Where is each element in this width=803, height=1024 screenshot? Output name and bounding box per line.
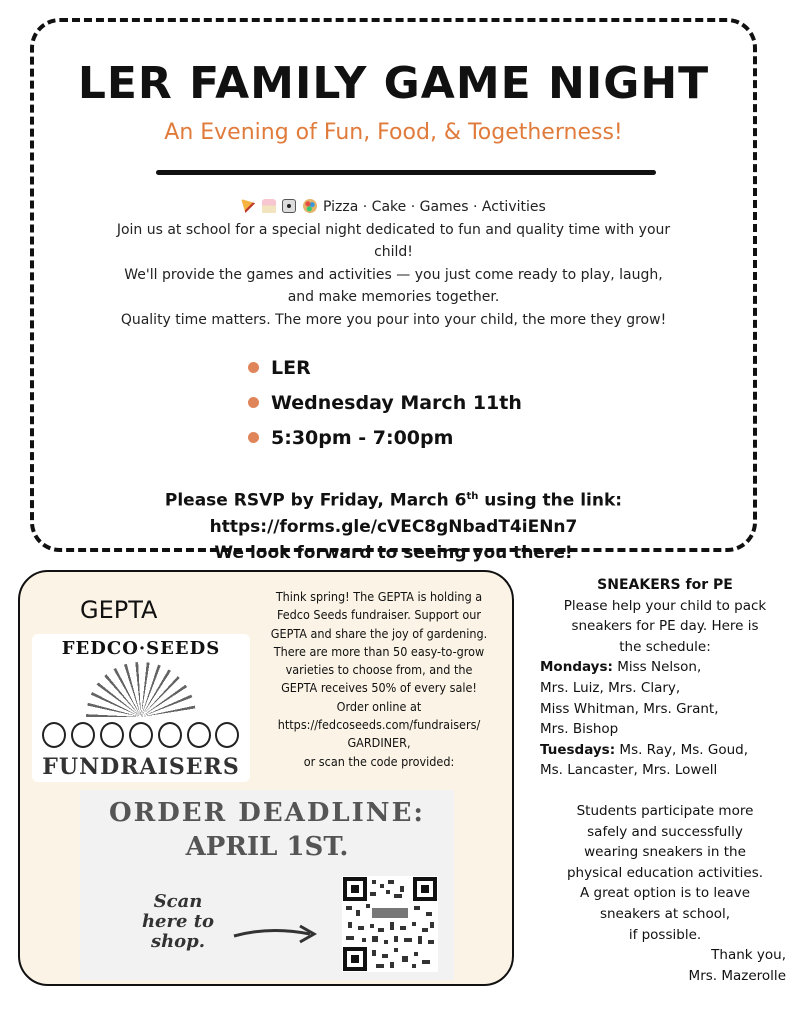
tuesdays-line bbox=[540, 740, 790, 761]
pe-intro-line: the schedule: bbox=[619, 638, 711, 655]
pizza-icon bbox=[241, 199, 255, 213]
detail-date bbox=[248, 385, 522, 420]
spacer bbox=[540, 781, 790, 801]
fundraiser-url[interactable]: https://fedcoseeds.com/fundraisers/ bbox=[277, 717, 481, 733]
mondays-teachers: Miss Whitman, Mrs. Grant, bbox=[540, 700, 719, 717]
closing-line: We look forward to seeing you there! bbox=[214, 542, 573, 563]
mondays-line bbox=[540, 657, 790, 678]
body-line: Join us at school for a special night dedicated to fun and quality time with your bbox=[116, 221, 671, 238]
fundraiser-description bbox=[256, 588, 502, 771]
logo-bottom-text: FUNDRAISERS bbox=[42, 754, 240, 780]
fund-line: There are more than 50 easy-to-grow bbox=[273, 643, 485, 659]
cake-icon bbox=[262, 199, 276, 213]
pe-sneakers-notice bbox=[540, 575, 790, 986]
palette-icon bbox=[303, 199, 317, 213]
mondays-teachers: Miss Nelson, bbox=[612, 659, 702, 676]
fund-line: or scan the code provided: bbox=[303, 753, 455, 769]
pe-closing-line: if possible. bbox=[628, 926, 702, 943]
pe-intro-line: Please help your child to pack bbox=[563, 597, 767, 614]
pe-closing-line: safely and successfully bbox=[587, 823, 743, 840]
event-flyer-card bbox=[30, 18, 757, 563]
tuesdays-label: Tuesdays: bbox=[540, 741, 616, 758]
fund-line: Think spring! The GEPTA is holding a bbox=[275, 589, 483, 604]
event-title: LER FAMILY GAME NIGHT bbox=[77, 58, 710, 109]
rsvp-text-end: using the link: bbox=[478, 490, 623, 511]
detail-location bbox=[248, 350, 522, 385]
rsvp-text: Please RSVP by Friday, March 6 bbox=[164, 490, 467, 511]
pe-closing-line: Students participate more bbox=[576, 802, 754, 819]
rsvp-sup: th bbox=[466, 491, 479, 502]
mondays-teachers: Mrs. Luiz, Mrs. Clary, bbox=[540, 679, 681, 696]
detail-text: 5:30pm - 7:00pm bbox=[271, 426, 454, 449]
people-illustration bbox=[40, 692, 242, 748]
fund-line: GARDINER, bbox=[347, 735, 411, 751]
detail-text: LER bbox=[271, 356, 311, 379]
deadline-date: APRIL 1ST. bbox=[185, 832, 349, 862]
detail-time bbox=[248, 420, 522, 455]
order-deadline-panel bbox=[80, 790, 454, 980]
dice-icon bbox=[282, 199, 296, 213]
pe-title: SNEAKERS for PE bbox=[597, 577, 733, 593]
fund-line: GEPTA and share the joy of gardening. bbox=[270, 625, 488, 641]
body-line: Quality time matters. The more you pour into your child, the more they grow! bbox=[120, 311, 667, 328]
highlights-text: Pizza · Cake · Games · Activities bbox=[323, 199, 546, 215]
signoff-line: Thank you, bbox=[711, 947, 786, 964]
fundraiser-card bbox=[18, 570, 514, 986]
bullet-icon bbox=[248, 397, 259, 408]
org-name: GEPTA bbox=[80, 596, 158, 624]
body-line: and make memories together. bbox=[287, 289, 500, 305]
fund-line: GEPTA receives 50% of every sale! bbox=[281, 680, 477, 696]
mondays-teachers: Mrs. Bishop bbox=[540, 721, 619, 738]
body-line: We'll provide the games and activities — you just come ready to play, laugh, bbox=[124, 266, 663, 283]
fund-line: varieties to choose from, and the bbox=[285, 662, 473, 678]
qr-code-icon[interactable] bbox=[342, 876, 438, 972]
highlights-line bbox=[64, 196, 723, 219]
fund-line: Order online at bbox=[336, 698, 422, 714]
signoff-name: Mrs. Mazerolle bbox=[688, 967, 786, 984]
tuesdays-teachers: Ms. Lancaster, Mrs. Lowell bbox=[540, 762, 718, 779]
event-subtitle: An Evening of Fun, Food, & Togetherness! bbox=[164, 120, 623, 145]
detail-text: Wednesday March 11th bbox=[271, 391, 522, 414]
rsvp-line bbox=[34, 484, 753, 514]
event-details-list bbox=[248, 350, 522, 455]
body-line: child! bbox=[374, 244, 413, 260]
fund-line: Fedco Seeds fundraiser. Support our bbox=[276, 607, 482, 623]
pe-closing-line: A great option is to leave bbox=[579, 885, 751, 902]
pe-closing-line: sneakers at school, bbox=[599, 905, 731, 922]
scan-instruction: Scan here to shop. bbox=[141, 891, 215, 952]
tuesdays-teachers: Ms. Ray, Ms. Goud, bbox=[615, 741, 749, 758]
bullet-icon bbox=[248, 432, 259, 443]
mondays-label: Mondays: bbox=[540, 659, 613, 676]
pe-intro-line: sneakers for PE day. Here is bbox=[571, 618, 759, 635]
pe-closing-line: physical education activities. bbox=[566, 864, 764, 881]
bullet-icon bbox=[248, 362, 259, 373]
logo-top-text: FEDCO·SEEDS bbox=[61, 638, 221, 659]
fedco-seeds-logo bbox=[32, 634, 250, 782]
pe-closing-line: wearing sneakers in the bbox=[584, 844, 746, 861]
divider bbox=[156, 170, 656, 175]
rsvp-block bbox=[34, 484, 753, 566]
rsvp-link[interactable]: https://forms.gle/cVEC8gNbadT4iENn7 bbox=[209, 516, 578, 537]
event-description bbox=[64, 196, 723, 331]
deadline-heading: ORDER DEADLINE: bbox=[109, 798, 425, 828]
arrow-right-icon bbox=[230, 918, 320, 948]
